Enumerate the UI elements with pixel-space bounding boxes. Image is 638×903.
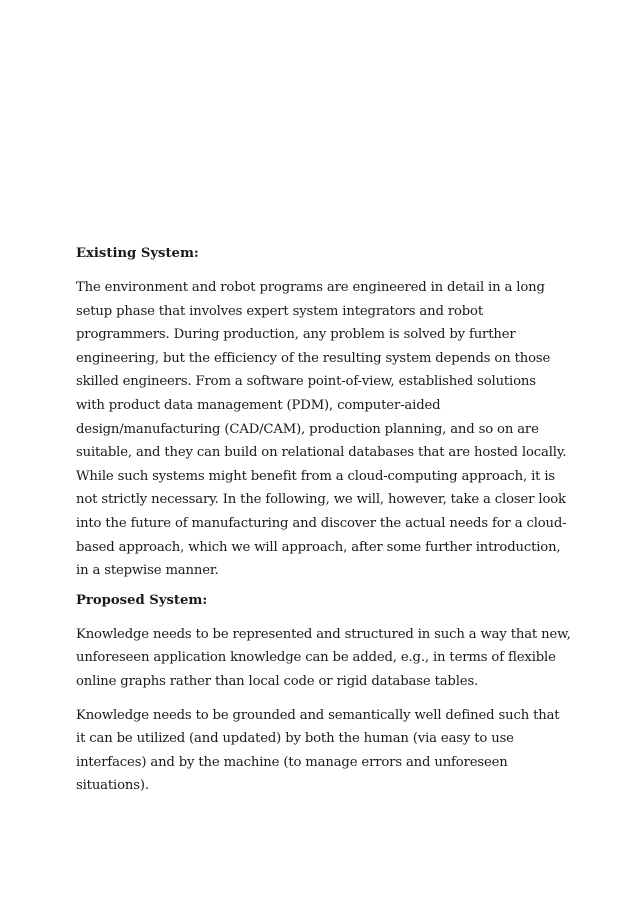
- paragraph-line: Knowledge needs to be represented and structured in such a way that new,: [76, 626, 571, 642]
- paragraph-line: it can be utilized (and updated) by both the human (via easy to use: [76, 731, 514, 747]
- paragraph-line: into the future of manufacturing and discover the actual needs for a cloud-: [76, 515, 567, 531]
- paragraph-line: online graphs rather than local code or rigid database tables.: [76, 673, 479, 689]
- paragraph-line: unforeseen application knowledge can be added, e.g., in terms of flexible: [76, 650, 556, 666]
- paragraph-line: in a stepwise manner.: [76, 563, 219, 579]
- paragraph-line: situations).: [76, 778, 149, 794]
- paragraph-line: setup phase that involves expert system integrators and robot: [76, 303, 483, 319]
- paragraph-line: skilled engineers. From a software point-of-view, established solutions: [76, 374, 536, 390]
- paragraph-line: Knowledge needs to be grounded and semantically well defined such that: [76, 707, 560, 723]
- existing-system-paragraph: [76, 276, 566, 583]
- paragraph-line: with product data management (PDM), computer-aided: [76, 397, 441, 413]
- document-content: [76, 246, 571, 808]
- paragraph-line: engineering, but the efficiency of the resulting system depends on those: [76, 350, 551, 366]
- proposed-system-heading: Proposed System:: [76, 592, 208, 608]
- paragraph-line: not strictly necessary. In the following, we will, however, take a closer look: [76, 492, 566, 508]
- paragraph-line: design/manufacturing (CAD/CAM), production planning, and so on are: [76, 421, 539, 437]
- proposed-system-paragraph-2: [76, 704, 566, 798]
- paragraph-line: While such systems might benefit from a cloud-computing approach, it is: [76, 468, 556, 484]
- paragraph-line: interfaces) and by the machine (to manage errors and unforeseen: [76, 754, 508, 770]
- paragraph-line: suitable, and they can build on relational databases that are hosted locally.: [76, 445, 567, 461]
- existing-system-heading: Existing System:: [76, 246, 199, 261]
- paragraph-line: based approach, which we will approach, after some further introduction,: [76, 539, 561, 555]
- proposed-system-paragraph-1: [76, 623, 571, 694]
- paragraph-line: The environment and robot programs are engineered in detail in a long: [76, 280, 545, 295]
- paragraph-line: programmers. During production, any problem is solved by further: [76, 327, 516, 343]
